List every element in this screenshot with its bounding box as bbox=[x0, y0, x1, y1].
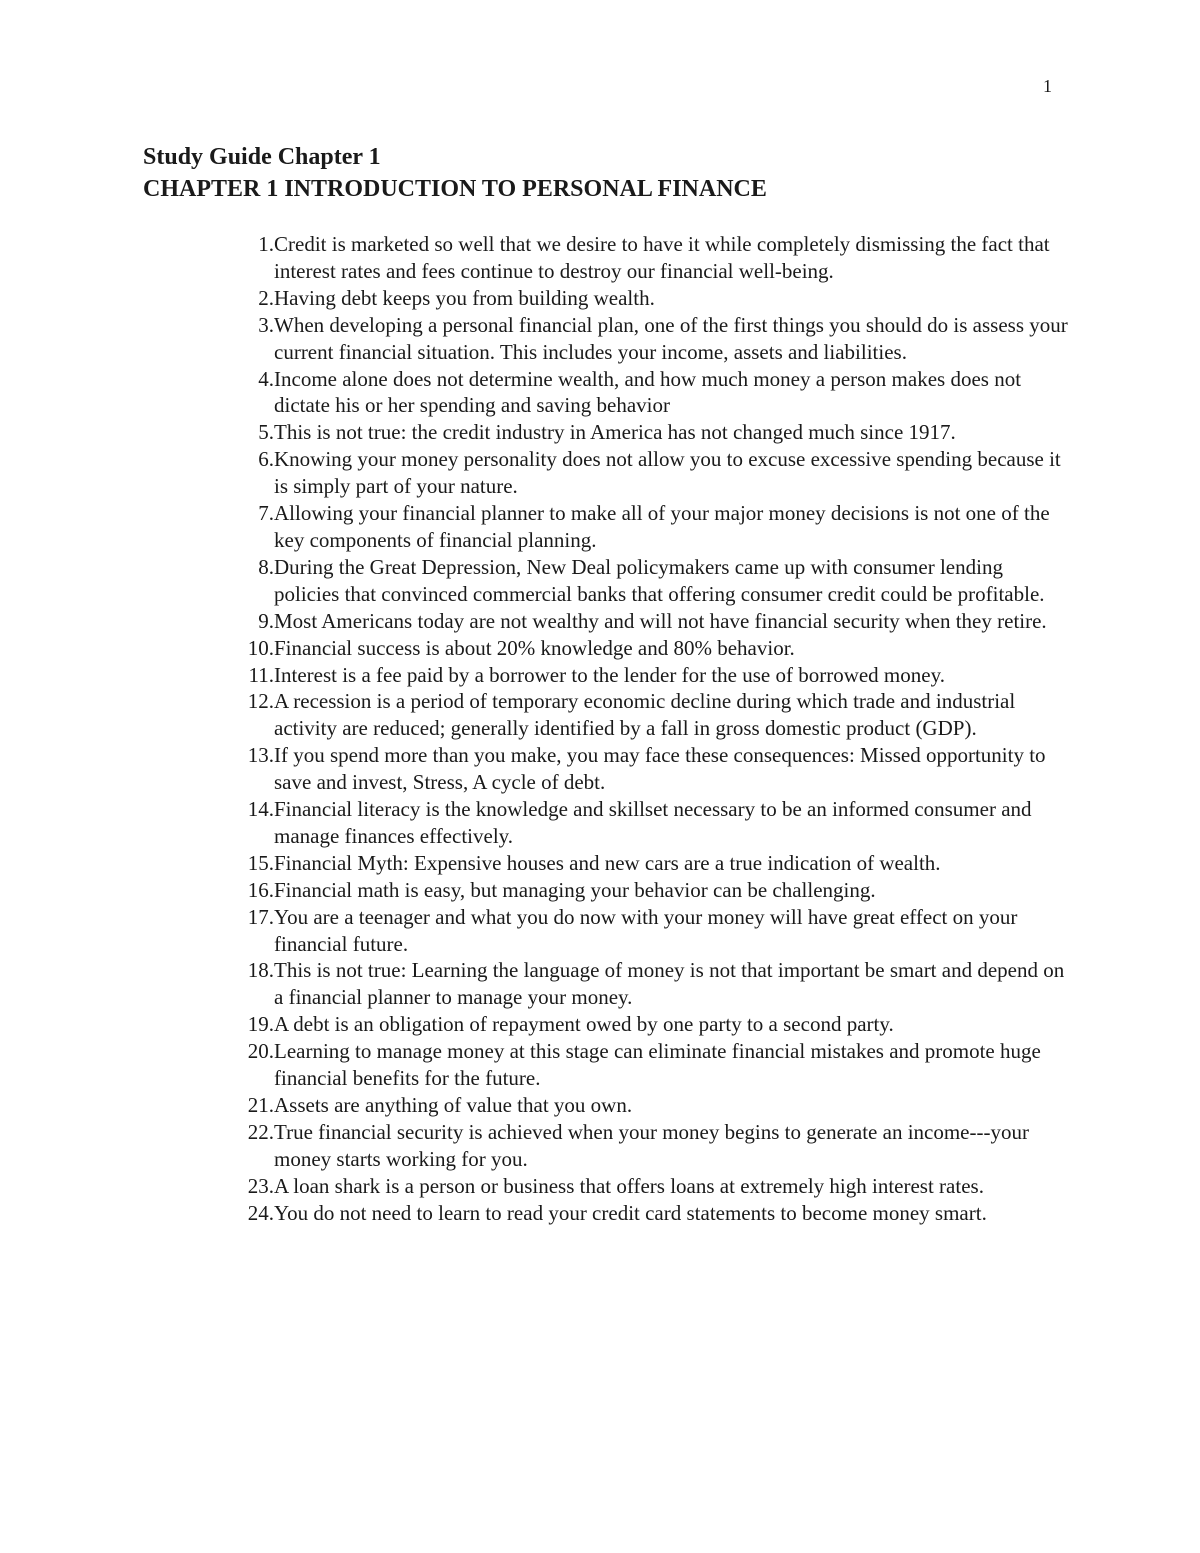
list-item bbox=[238, 662, 1068, 689]
list-item bbox=[238, 231, 1068, 285]
list-item-text: Financial math is easy, but managing your behavior can be challenging. bbox=[274, 877, 876, 902]
list-item-text: Allowing your financial planner to make all of your major money decisions is not one of the key components of financial planning. bbox=[274, 501, 1050, 552]
list-item-text: You are a teenager and what you do now with your money will have great effect on your financial future. bbox=[274, 904, 1018, 956]
list-item-number: 18. bbox=[247, 958, 274, 983]
list-item-number: 10. bbox=[247, 635, 274, 660]
list-item-text: True financial security is achieved when your money begins to generate an income---your money starts working for you. bbox=[274, 1119, 1029, 1171]
list-item bbox=[238, 1092, 1068, 1119]
document-title: Study Guide Chapter 1 bbox=[143, 144, 381, 170]
study-guide-list bbox=[238, 231, 1068, 1227]
list-item bbox=[238, 1200, 1068, 1227]
list-item-number: 12. bbox=[247, 689, 274, 714]
list-item-text: This is not true: Learning the language of money is not that important be smart and depend on a financial planner to manage your money. bbox=[274, 958, 1065, 1010]
list-item-text: Knowing your money personality does not allow you to excuse excessive spending because it is simply part of your nature. bbox=[274, 447, 1061, 499]
page-number: 1 bbox=[1043, 76, 1052, 96]
list-item-number: 20. bbox=[247, 1039, 274, 1064]
list-item-text: Assets are anything of value that you own. bbox=[274, 1093, 633, 1117]
list-item-text: Interest is a fee paid by a borrower to the lender for the use of borrowed money. bbox=[274, 662, 945, 687]
list-item-number: 5. bbox=[258, 420, 274, 445]
list-item bbox=[238, 500, 1068, 554]
list-item-text: A debt is an obligation of repayment owed by one party to a second party. bbox=[274, 1012, 894, 1037]
list-item bbox=[238, 796, 1068, 850]
list-item-text: Most Americans today are not wealthy and will not have financial security when they retire. bbox=[274, 608, 1047, 633]
list-item-text: Financial success is about 20% knowledge and 80% behavior. bbox=[274, 635, 795, 660]
list-item-text: You do not need to learn to read your credit card statements to become money smart. bbox=[274, 1200, 987, 1225]
list-item-number: 24. bbox=[247, 1200, 274, 1225]
list-item bbox=[238, 312, 1068, 366]
list-item-number: 23. bbox=[247, 1173, 274, 1198]
list-item bbox=[238, 366, 1068, 420]
list-item bbox=[238, 635, 1068, 662]
list-item-number: 2. bbox=[258, 285, 274, 310]
list-item bbox=[238, 742, 1068, 796]
list-item-number: 13. bbox=[247, 743, 274, 768]
list-item-number: 9. bbox=[258, 608, 274, 633]
list-item-text: During the Great Depression, New Deal policymakers came up with consumer lending policies that convinced commercial banks that offering consumer credit could be profitable. bbox=[274, 554, 1045, 606]
list-item-number: 14. bbox=[247, 797, 274, 822]
list-item-number: 8. bbox=[258, 554, 274, 579]
list-item bbox=[238, 1119, 1068, 1173]
list-item bbox=[238, 1173, 1068, 1200]
list-item bbox=[238, 850, 1068, 877]
list-item-number: 17. bbox=[247, 904, 274, 929]
list-item-number: 6. bbox=[258, 447, 274, 472]
list-item-text: This is not true: the credit industry in America has not changed much since 1917. bbox=[274, 420, 956, 445]
list-item-number: 7. bbox=[258, 501, 274, 526]
list-item bbox=[238, 904, 1068, 958]
list-item-text: Learning to manage money at this stage can eliminate financial mistakes and promote huge financial benefits for the future. bbox=[274, 1039, 1041, 1091]
list-item-text: Having debt keeps you from building wealth. bbox=[274, 285, 655, 310]
list-item bbox=[238, 1038, 1068, 1092]
list-item bbox=[238, 419, 1068, 446]
list-item-number: 3. bbox=[258, 312, 274, 337]
list-item bbox=[238, 608, 1068, 635]
list-item-text: Financial literacy is the knowledge and skillset necessary to be an informed consumer and manage finances effectively. bbox=[274, 797, 1032, 848]
list-item-number: 16. bbox=[247, 877, 274, 902]
list-item bbox=[238, 1011, 1068, 1038]
list-item-number: 11. bbox=[248, 662, 274, 687]
list-item bbox=[238, 285, 1068, 312]
list-item-number: 21. bbox=[247, 1093, 274, 1117]
list-item-number: 19. bbox=[247, 1012, 274, 1037]
list-item-text: Financial Myth: Expensive houses and new cars are a true indication of wealth. bbox=[274, 850, 941, 875]
list-item bbox=[238, 688, 1068, 742]
list-item-number: 15. bbox=[247, 850, 274, 875]
list-item-number: 4. bbox=[258, 366, 274, 391]
list-item-text: If you spend more than you make, you may face these consequences: Missed opportunity to save and invest, Stress, A cycle of debt. bbox=[274, 743, 1046, 795]
list-item-number: 22. bbox=[247, 1119, 274, 1144]
list-item bbox=[238, 877, 1068, 904]
list-item-text: When developing a personal financial plan, one of the first things you should do is assess your current financial situation. This includes your income, assets and liabilities. bbox=[274, 312, 1068, 364]
document-subtitle: CHAPTER 1 INTRODUCTION TO PERSONAL FINANCE bbox=[143, 176, 767, 202]
list-item bbox=[238, 446, 1068, 500]
list-item-text: Income alone does not determine wealth, and how much money a person makes does not dictate his or her spending and saving behavior bbox=[274, 366, 1022, 418]
list-item bbox=[238, 957, 1068, 1011]
list-item-text: A loan shark is a person or business that offers loans at extremely high interest rates. bbox=[274, 1173, 984, 1198]
list-item bbox=[238, 554, 1068, 608]
list-item-text: A recession is a period of temporary economic decline during which trade and industrial activity are reduced; generally identified by a fall in gross domestic product (GDP). bbox=[274, 689, 1016, 741]
list-item-number: 1. bbox=[258, 232, 274, 256]
list-item-text: Credit is marketed so well that we desire to have it while completely dismissing the fact that interest rates and fees continue to destroy our financial well-being. bbox=[274, 232, 1050, 283]
